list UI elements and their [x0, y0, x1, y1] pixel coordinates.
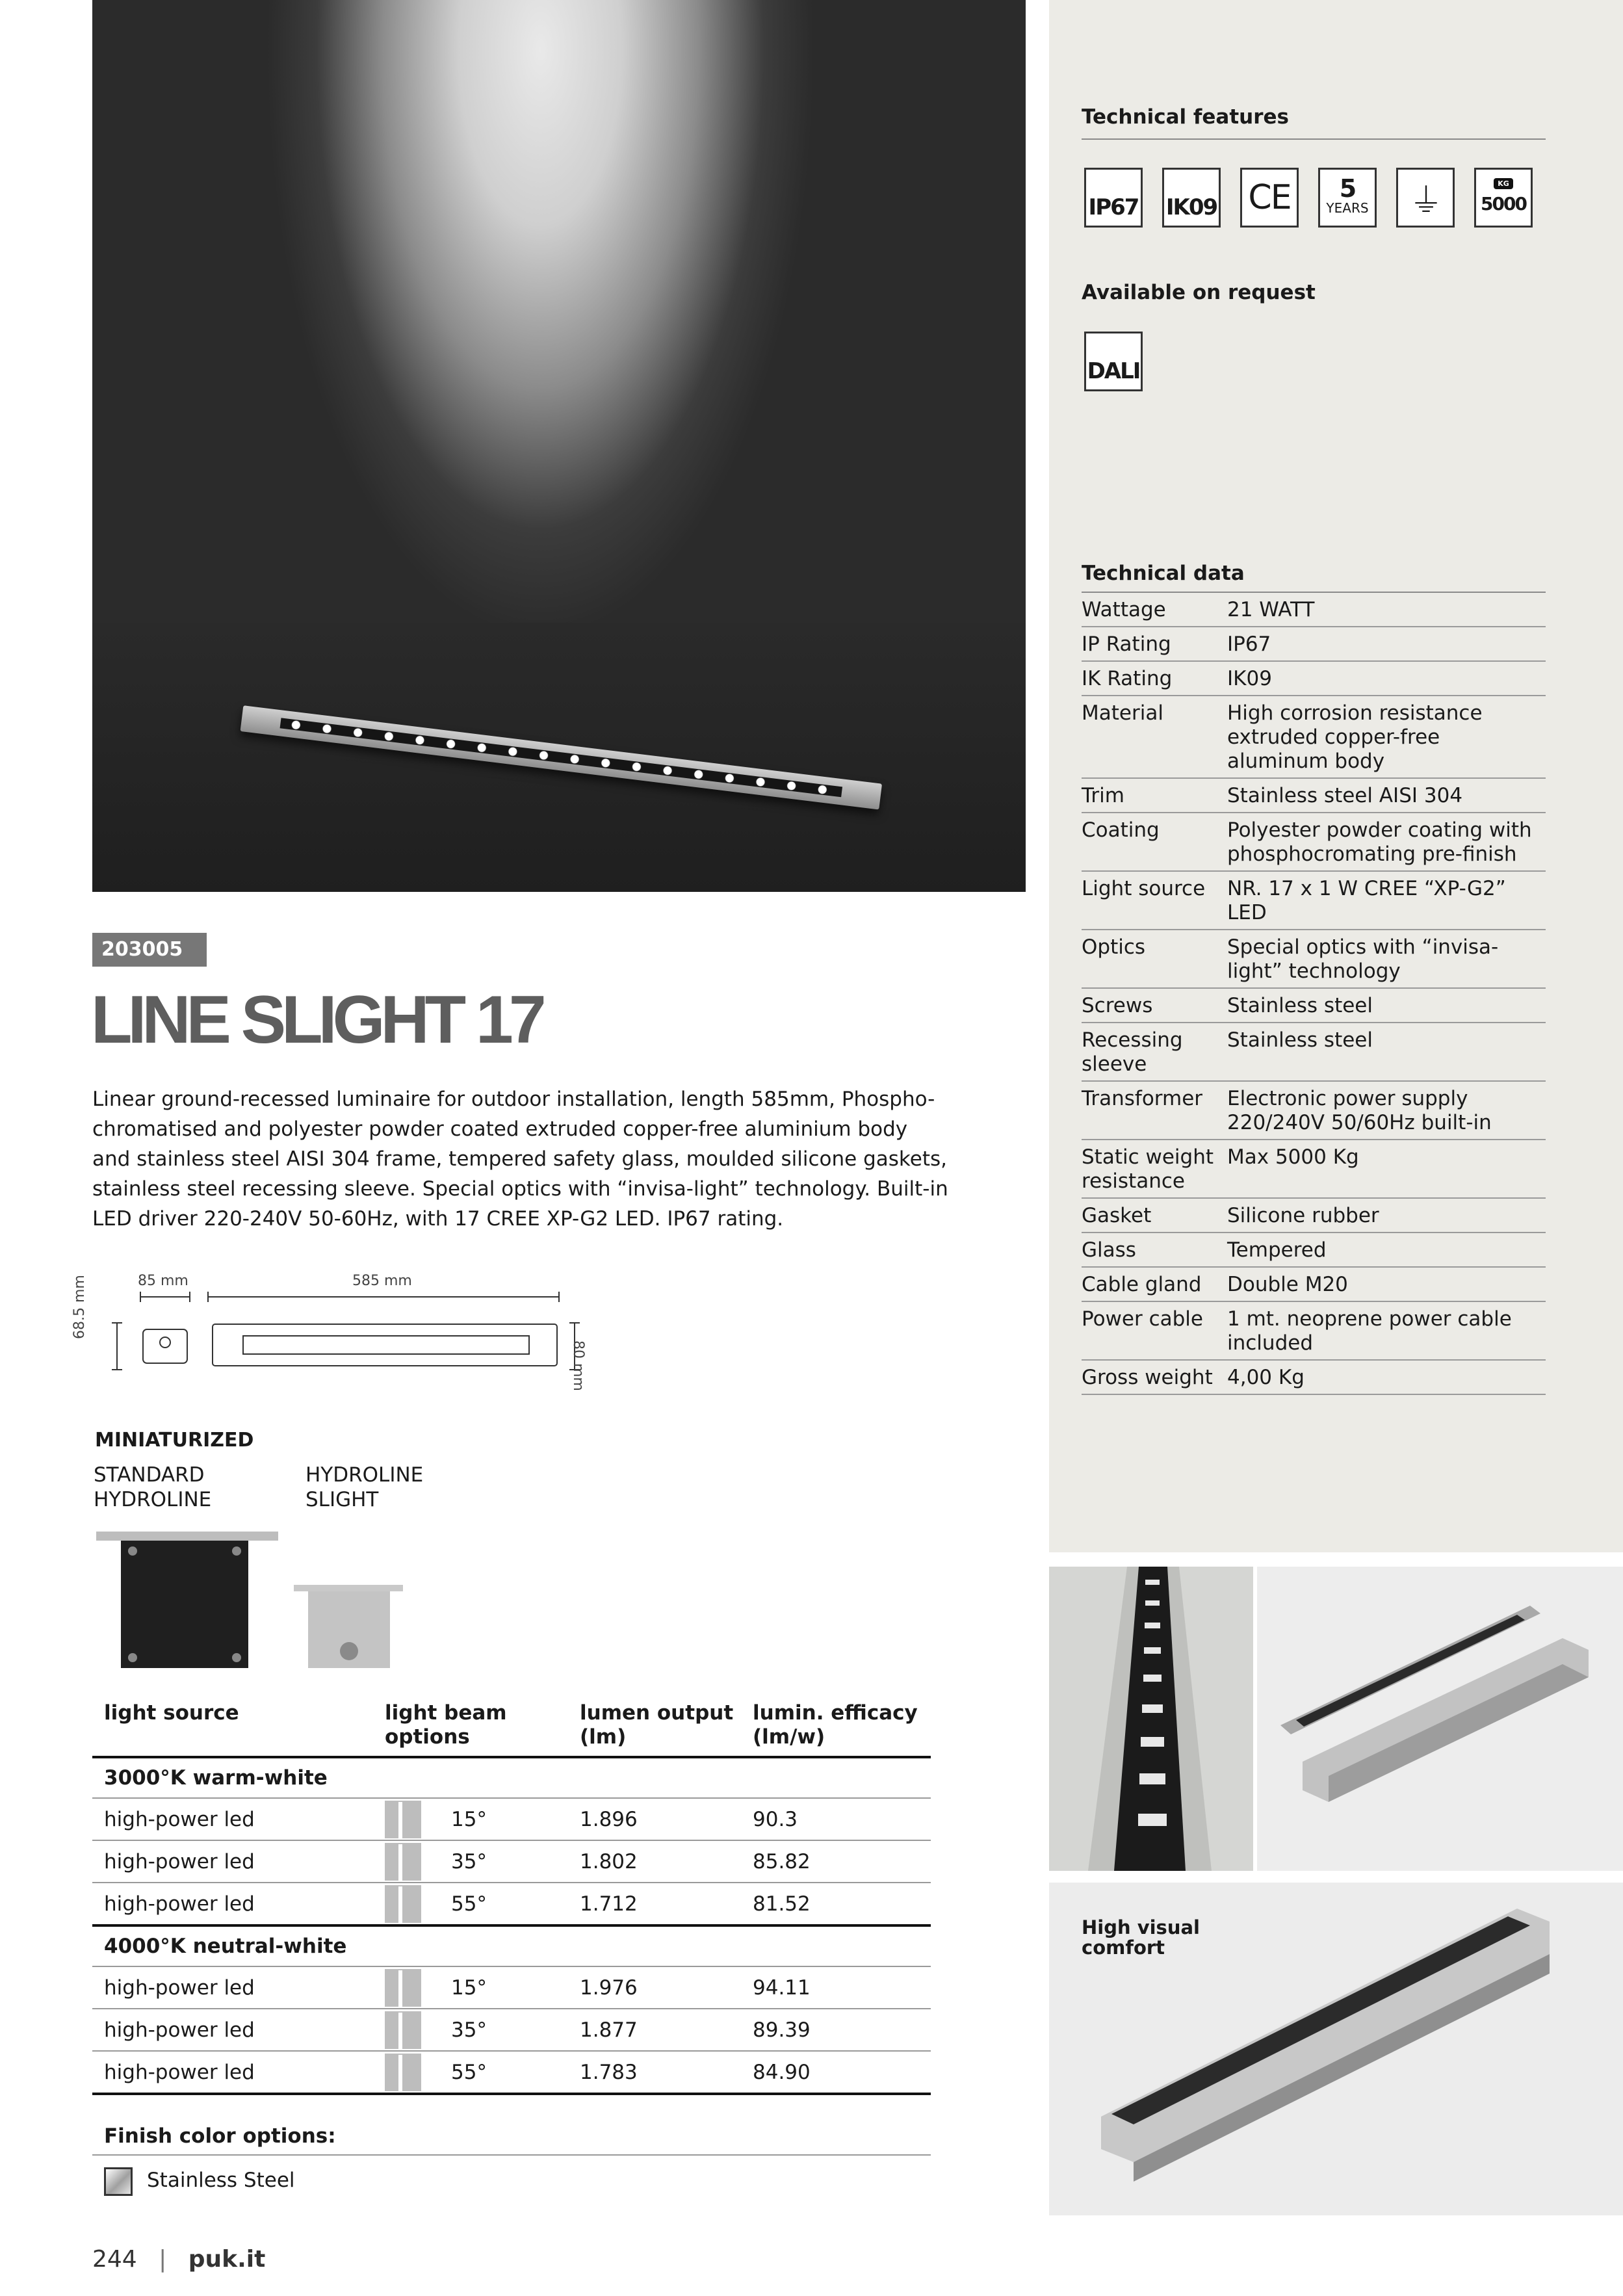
tech-data-value: Polyester powder coating with phosphocromating pre-finish — [1227, 813, 1546, 871]
tech-data-row — [1082, 988, 1546, 1023]
tech-data-value: IP67 — [1227, 627, 1546, 661]
beam-label: 15° — [451, 1807, 487, 1831]
years-number: 5 — [1339, 174, 1356, 203]
tech-data-row — [1082, 813, 1546, 871]
tech-data-key: Static weight resistance — [1082, 1140, 1227, 1198]
finish-option-label: Stainless Steel — [147, 2169, 295, 2192]
tech-data-value: Silicone rubber — [1227, 1198, 1546, 1233]
table-header-cell: light source — [92, 1692, 382, 1757]
table-header-cell: lumen output (lm) — [568, 1692, 741, 1757]
tech-data-table — [1082, 593, 1546, 1395]
dimension-drawing — [92, 1290, 625, 1381]
beam-label: 35° — [451, 2018, 487, 2042]
dim-height-left: 68.5 mm — [71, 1275, 88, 1339]
product-title: LINE SLIGHT 17 — [91, 982, 542, 1058]
led-closeup-photo — [1049, 1567, 1253, 1871]
tech-data-row — [1082, 1081, 1546, 1140]
years-label: YEARS — [1326, 200, 1369, 216]
efficacy-cell: 84.90 — [741, 2051, 931, 2094]
tech-data-value: Double M20 — [1227, 1267, 1546, 1301]
beam-label: 55° — [451, 1892, 487, 1916]
table-row — [92, 1966, 931, 2009]
tech-data-key: Recessing sleeve — [1082, 1023, 1227, 1081]
beam-angle-icon — [385, 1801, 421, 1838]
lumen-cell: 1.802 — [568, 1840, 741, 1883]
hydroline-slight-label: HYDROLINE SLIGHT — [305, 1463, 424, 1511]
efficacy-cell: 85.82 — [741, 1840, 931, 1883]
tech-data-value: 4,00 Kg — [1227, 1360, 1546, 1394]
table-row — [92, 2051, 931, 2094]
divider — [92, 2154, 931, 2156]
table-group-row — [92, 1757, 931, 1798]
ip67-icon — [1084, 168, 1143, 228]
class-one-ground-label: ⏚ — [1409, 181, 1442, 221]
comfort-label: High visual comfort — [1082, 1916, 1200, 1959]
tech-data-row — [1082, 871, 1546, 930]
group-label: 4000°K neutral-white — [92, 1925, 931, 1966]
source-cell: high-power led — [92, 1798, 382, 1840]
weight-value: 5000 — [1481, 193, 1526, 215]
tech-data-key: Wattage — [1082, 593, 1227, 627]
miniaturized-title: MINIATURIZED — [95, 1429, 254, 1452]
tech-data-key: Trim — [1082, 778, 1227, 813]
tech-data-row — [1082, 696, 1546, 778]
available-title: Available on request — [1082, 281, 1316, 304]
divider — [1082, 138, 1546, 140]
tech-data-key: Power cable — [1082, 1301, 1227, 1360]
tech-data-row — [1082, 1023, 1546, 1081]
weight-kg-label: KG — [1494, 178, 1513, 189]
ce-mark-label: CE — [1248, 178, 1291, 217]
tech-data-value: High corrosion resistance extruded copper-free aluminum body — [1227, 696, 1546, 778]
table-row — [92, 1883, 931, 1925]
beam-angle-icon — [385, 1843, 421, 1881]
beam-cell — [382, 1883, 568, 1925]
page-number: 244 — [92, 2246, 137, 2273]
tech-data-row — [1082, 1301, 1546, 1360]
weight-5000kg-icon — [1474, 168, 1533, 228]
lumen-cell: 1.896 — [568, 1798, 741, 1840]
product-description: Linear ground-recessed luminaire for outdoor installation, length 585mm, Phospho-chromatised and polyester powder coated extruded copper-free aluminium body and stainless steel AISI 304 frame, tempered safety glass, moulded silicone gaskets, stainless steel recessing sleeve. Special optics with “invisa-light” technology. Built-in LED driver 220-240V 50-60Hz, with 17 CREE XP-G2 LED. IP67 rating. — [92, 1088, 948, 1231]
hero-photo — [92, 0, 1026, 892]
standard-hydroline-label: STANDARD HYDROLINE — [94, 1463, 212, 1511]
tech-data-key: IK Rating — [1082, 661, 1227, 696]
tech-data-value: NR. 17 x 1 W CREE “XP-G2” LED — [1227, 871, 1546, 930]
page-footer — [92, 2246, 265, 2273]
tech-data-key: Screws — [1082, 988, 1227, 1023]
table-header-cell: lumin. efficacy (lm/w) — [741, 1692, 931, 1757]
stainless-steel-swatch[interactable] — [104, 2167, 133, 2196]
tech-data-value: 1 mt. neoprene power cable included — [1227, 1301, 1546, 1360]
efficacy-cell: 90.3 — [741, 1798, 931, 1840]
dali-icon — [1084, 332, 1143, 391]
tech-data-key: Gasket — [1082, 1198, 1227, 1233]
beam-label: 35° — [451, 1849, 487, 1873]
tech-data-row — [1082, 627, 1546, 661]
tech-data-row — [1082, 778, 1546, 813]
tech-data-value: Max 5000 Kg — [1227, 1140, 1546, 1198]
source-cell: high-power led — [92, 2009, 382, 2051]
lumen-cell: 1.976 — [568, 1966, 741, 2009]
beam-angle-icon — [385, 1969, 421, 2007]
source-cell: high-power led — [92, 1966, 382, 2009]
dim-width: 85 mm — [138, 1273, 188, 1289]
tech-data-value: IK09 — [1227, 661, 1546, 696]
luminaire-sleeve-illustration — [1257, 1567, 1623, 1871]
beam-label: 55° — [451, 2060, 487, 2084]
tech-data-value: Stainless steel — [1227, 1023, 1546, 1081]
lumen-cell: 1.877 — [568, 2009, 741, 2051]
lumen-cell: 1.783 — [568, 2051, 741, 2094]
dali-label: DALI — [1087, 358, 1140, 384]
tech-data-title: Technical data — [1082, 562, 1245, 585]
table-row — [92, 1840, 931, 1883]
tech-data-row — [1082, 930, 1546, 988]
beam-angle-icon — [385, 1885, 421, 1923]
product-code: 203005 — [92, 933, 207, 967]
table-row — [92, 1798, 931, 1840]
beam-cell — [382, 2051, 568, 2094]
ik09-label: IK09 — [1165, 194, 1217, 220]
group-label: 3000°K warm-white — [92, 1757, 931, 1798]
efficacy-cell: 94.11 — [741, 1966, 931, 2009]
tech-data-key: Coating — [1082, 813, 1227, 871]
tech-data-row — [1082, 1198, 1546, 1233]
ce-mark-icon — [1240, 168, 1299, 228]
table-group-row — [92, 1925, 931, 1966]
ik09-icon — [1162, 168, 1221, 228]
beam-angle-icon — [385, 2011, 421, 2049]
beam-angle-icon — [385, 2054, 421, 2091]
tech-data-key: Gross weight — [1082, 1360, 1227, 1394]
class-one-ground-icon — [1396, 168, 1455, 228]
tech-data-key: Cable gland — [1082, 1267, 1227, 1301]
tech-data-value: Electronic power supply 220/240V 50/60Hz built-in — [1227, 1081, 1546, 1140]
tech-data-key: Glass — [1082, 1233, 1227, 1267]
tech-data-value: 21 WATT — [1227, 593, 1546, 627]
table-row — [92, 2009, 931, 2051]
tech-data-key: Light source — [1082, 871, 1227, 930]
footer-separator: | — [159, 2246, 167, 2273]
site-link[interactable]: puk.it — [188, 2246, 266, 2273]
table-header-row — [92, 1692, 931, 1757]
source-cell: high-power led — [92, 1883, 382, 1925]
size-comparison-photo — [92, 1528, 417, 1677]
tech-features-title: Technical features — [1082, 105, 1289, 129]
tech-data-row — [1082, 593, 1546, 627]
led-closeup-illustration — [1049, 1567, 1253, 1871]
finish-title: Finish color options: — [104, 2124, 336, 2148]
beam-cell — [382, 1798, 568, 1840]
tech-data-value: Stainless steel AISI 304 — [1227, 778, 1546, 813]
tech-data-row — [1082, 1267, 1546, 1301]
five-years-warranty-icon — [1318, 168, 1377, 228]
photometric-table — [92, 1692, 931, 2095]
efficacy-cell: 81.52 — [741, 1883, 931, 1925]
tech-data-value: Stainless steel — [1227, 988, 1546, 1023]
ip67-label: IP67 — [1088, 194, 1139, 220]
tech-data-key: Transformer — [1082, 1081, 1227, 1140]
source-cell: high-power led — [92, 2051, 382, 2094]
luminaire-and-sleeve-photo — [1257, 1567, 1623, 1871]
tech-data-row — [1082, 1233, 1546, 1267]
beam-cell — [382, 1840, 568, 1883]
efficacy-cell: 89.39 — [741, 2009, 931, 2051]
table-header-cell: light beam options — [382, 1692, 568, 1757]
tech-data-value: Tempered — [1227, 1233, 1546, 1267]
dim-height-right: 80 mm — [570, 1340, 586, 1391]
tech-data-row — [1082, 1140, 1546, 1198]
tech-data-key: Optics — [1082, 930, 1227, 988]
beam-cell — [382, 1966, 568, 2009]
lit-wall — [92, 0, 1026, 623]
beam-label: 15° — [451, 1976, 487, 2000]
tech-data-row — [1082, 661, 1546, 696]
tech-data-key: IP Rating — [1082, 627, 1227, 661]
tech-data-key: Material — [1082, 696, 1227, 778]
lumen-cell: 1.712 — [568, 1883, 741, 1925]
dim-length: 585 mm — [352, 1273, 412, 1289]
tech-data-value: Special optics with “invisa-light” technology — [1227, 930, 1546, 988]
tech-data-row — [1082, 1360, 1546, 1394]
beam-cell — [382, 2009, 568, 2051]
source-cell: high-power led — [92, 1840, 382, 1883]
